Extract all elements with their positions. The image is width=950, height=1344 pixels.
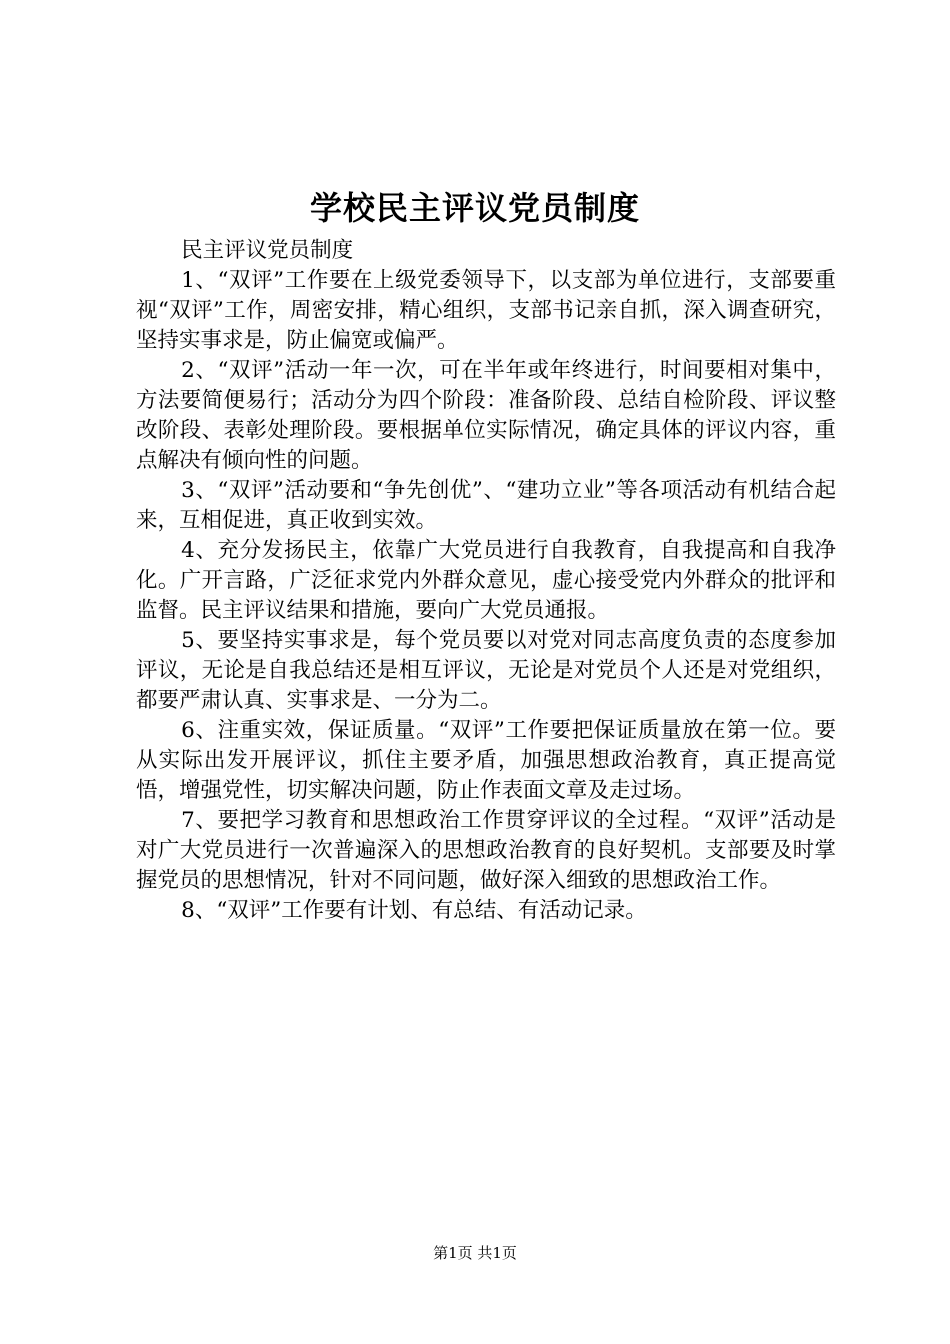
paragraph-2: 2、“双评”活动一年一次，可在半年或年终进行，时间要相对集中，方法要简便易行；活动分为四个阶段：准备阶段、总结自检阶段、评议整改阶段、表彰处理阶段。要根据单位实际情况，确定具体的评议内容，重点解决有倾向性的问题。 xyxy=(136,358,836,473)
paragraph-4: 4、充分发扬民主，依靠广大党员进行自我教育，自我提高和自我净化。广开言路，广泛征求党内外群众意见，虚心接受党内外群众的批评和监督。民主评议结果和措施，要向广大党员通报。 xyxy=(136,538,836,623)
paragraph-7: 7、要把学习教育和思想政治工作贯穿评议的全过程。“双评”活动是对广大党员进行一次普遍深入的思想政治教育的良好契机。支部要及时掌握党员的思想情况，针对不同问题，做好深入细致的思想政治工作。 xyxy=(136,808,836,893)
document-title: 学校民主评议党员制度 xyxy=(309,189,640,227)
paragraph-6: 6、注重实效，保证质量。“双评”工作要把保证质量放在第一位。要从实际出发开展评议，抓住主要矛盾，加强思想政治教育，真正提高觉悟，增强党性，切实解决问题，防止作表面文章及走过场。 xyxy=(136,718,836,803)
paragraph-5: 5、要坚持实事求是，每个党员要以对党对同志高度负责的态度参加评议，无论是自我总结还是相互评议，无论是对党员个人还是对党组织，都要严肃认真、实事求是、一分为二。 xyxy=(136,628,836,713)
paragraph-3: 3、“双评”活动要和“争先创优”、“建功立业”等各项活动有机结合起来，互相促进，真正收到实效。 xyxy=(136,478,836,533)
document-subtitle: 民主评议党员制度 xyxy=(181,238,354,263)
paragraph-8: 8、“双评”工作要有计划、有总结、有活动记录。 xyxy=(181,898,647,923)
document-body xyxy=(136,236,836,926)
paragraph-1: 1、“双评”工作要在上级党委领导下，以支部为单位进行，支部要重视“双评”工作，周密安排，精心组织，支部书记亲自抓，深入调查研究，坚持实事求是，防止偏宽或偏严。 xyxy=(136,268,836,353)
page-footer: 第1页 共1页 xyxy=(433,1244,517,1262)
